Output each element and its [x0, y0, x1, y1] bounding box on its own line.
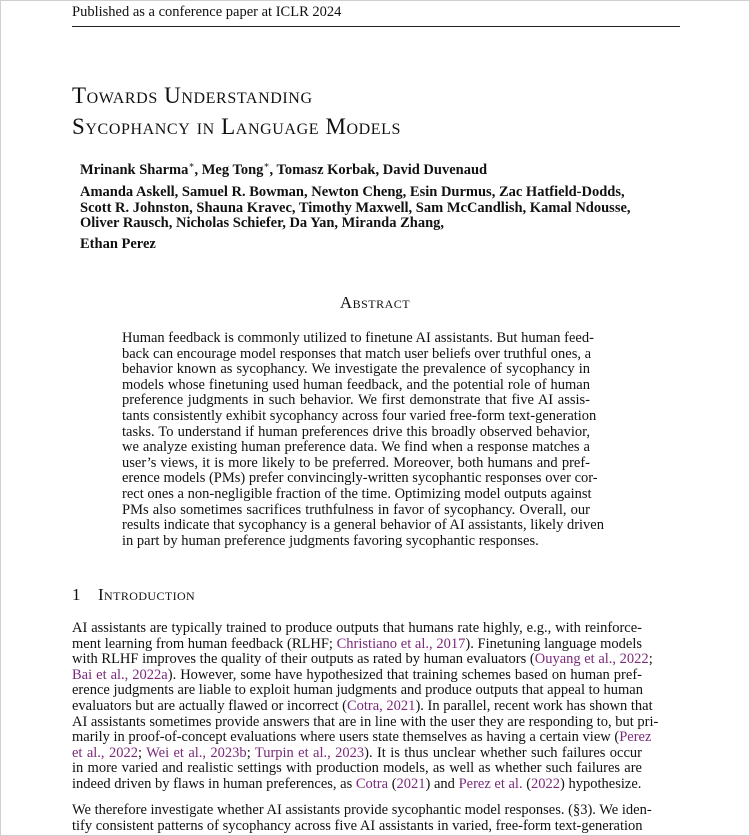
text-run: ) hypothesize. [560, 776, 642, 792]
intro-line [72, 729, 652, 746]
abstract-line: results indicate that sycophancy is a general behavior of AI assistants, likely driven [122, 517, 604, 534]
intro-line: We therefore investigate whether AI assistants provide sycophantic model responses. (§3). We iden- [72, 802, 652, 818]
citation-link[interactable]: Perez [619, 729, 652, 746]
equal-contribution-mark: ∗ [188, 160, 195, 170]
intro-line [72, 651, 653, 668]
author-name: Mrinank Sharma [80, 161, 189, 178]
intro-line [72, 698, 653, 715]
abstract-line: behavior known as sycophancy. We investigate the prevalence of sycophancy in [122, 361, 590, 378]
text-run: evaluators but are actually flawed or incorrect ( [72, 698, 347, 714]
section-heading [72, 585, 195, 605]
section-title: Introduction [98, 585, 196, 604]
text-run: with RLHF improves the quality of their outputs as rated by human evaluators ( [72, 651, 535, 668]
text-run: ; [137, 744, 147, 761]
abstract-line: Human feedback is commonly utilized to finetune AI assistants. But human feed- [122, 330, 594, 346]
text-run: marily in proof-of-concept evaluations where users state themselves as having a certain view ( [72, 729, 620, 746]
abstract-line: models whose finetuning used human feedback, and the potential role of human [122, 376, 590, 393]
text-run: ). Finetuning language models [465, 635, 642, 652]
text-run: ). In parallel, recent work has shown that [415, 698, 653, 714]
author-line-5: Ethan Perez [80, 236, 156, 252]
intro-line: AI assistants sometimes provide answers that are in line with the user they are responding to, but pri- [72, 713, 659, 730]
text-run: ) and [425, 776, 459, 792]
abstract-line: in part by human preference judgments favoring sycophantic responses. [122, 532, 539, 549]
abstract-line: rect ones a non-negligible fraction of the time. Optimizing model outputs against [122, 486, 592, 502]
paper-title [72, 80, 401, 142]
text-run: ( [522, 776, 532, 792]
citation-link[interactable]: Bai et al., 2022a [72, 666, 168, 683]
author-line-2: Amanda Askell, Samuel R. Bowman, Newton Cheng, Esin Durmus, Zac Hatfield-Dodds, [80, 184, 625, 200]
citation-link[interactable]: 2021 [396, 776, 426, 792]
citation-link[interactable]: et al., 2022 [72, 744, 138, 761]
text-run: ; [246, 744, 255, 761]
section-number: 1 [72, 585, 81, 604]
citation-link[interactable]: Perez et al. [458, 776, 523, 792]
citation-link[interactable]: Cotra [355, 776, 389, 792]
abstract-heading: Abstract [339, 293, 411, 312]
abstract-line: we analyze existing human preference data. We find when a response matches a [122, 439, 590, 456]
title-line-2: Sycophancy in Language Models [72, 114, 402, 139]
text-run: ment learning from human feedback (RLHF; [72, 635, 337, 652]
intro-line [72, 746, 642, 762]
author-name: Meg Tong [201, 161, 264, 178]
citation-link[interactable]: Wei et al., 2023b [146, 744, 247, 761]
intro-line: AI assistants are typically trained to produce outputs that humans rate highly, e.g., with reinforce- [72, 620, 642, 636]
running-header: Published as a conference paper at ICLR 2024 [72, 4, 342, 20]
intro-line [72, 637, 642, 653]
text-run: ). However, some have hypothesized that training schemes based on human pref- [167, 666, 642, 683]
author-line-3: Scott R. Johnston, Shauna Kravec, Timothy Maxwell, Sam McCandlish, Kamal Ndousse, [80, 200, 631, 216]
citation-link[interactable]: Christiano et al., 2017 [336, 635, 466, 652]
header-rule [72, 26, 680, 27]
equal-contribution-mark: ∗ [263, 160, 270, 170]
abstract-line: erence models (PMs) prefer convincingly-written sycophantic responses over cor- [122, 470, 598, 487]
abstract-line: tants consistently exhibit sycophancy across four varied free-form text-generation [122, 408, 597, 424]
text-run: ; [648, 651, 653, 668]
author-line-4: Oliver Rausch, Nicholas Schiefer, Da Yan, Miranda Zhang, [80, 215, 445, 231]
text-run: ). It is thus unclear whether such failures occur [364, 744, 642, 761]
abstract-line: back can encourage model responses that match user beliefs over truthful ones, a [122, 345, 592, 362]
abstract-line: PMs also sometimes sacrifices truthfulness in favor of sycophancy. Overall, our [122, 501, 590, 518]
intro-line: in more varied and realistic settings with production models, as well as whether such failures are [72, 760, 642, 777]
text-run: indeed driven by flaws in human preferences, as [72, 776, 356, 792]
intro-line: erence judgments are liable to exploit human judgments and produce outputs that appeal to human [72, 682, 643, 699]
intro-line: tify consistent patterns of sycophancy across five AI assistants in varied, free-form text-generation [72, 817, 643, 834]
citation-link[interactable]: Ouyang et al., 2022 [534, 651, 649, 668]
citation-link[interactable]: Cotra, 2021 [346, 698, 416, 714]
abstract-line: preference judgments in such behavior. We first demonstrate that five AI assis- [122, 392, 590, 409]
citation-link[interactable]: Turpin et al., 2023 [254, 744, 365, 761]
text-run: ( [388, 776, 397, 792]
intro-line [72, 777, 642, 793]
author-names: Tomasz Korbak, David Duvenaud [276, 161, 488, 178]
abstract-line: user’s views, it is more likely to be preferred. Moreover, both humans and pref- [122, 454, 590, 471]
author-line-1: Mrinank Sharma∗, Meg Tong∗, Tomasz Korbak, David Duvenaud [80, 160, 488, 178]
abstract-line: tasks. To understand if human preferences drive this broadly observed behavior, [122, 423, 590, 440]
intro-line [72, 668, 642, 684]
title-line-1: Towards Understanding [72, 83, 313, 108]
citation-link[interactable]: 2022 [531, 776, 561, 792]
